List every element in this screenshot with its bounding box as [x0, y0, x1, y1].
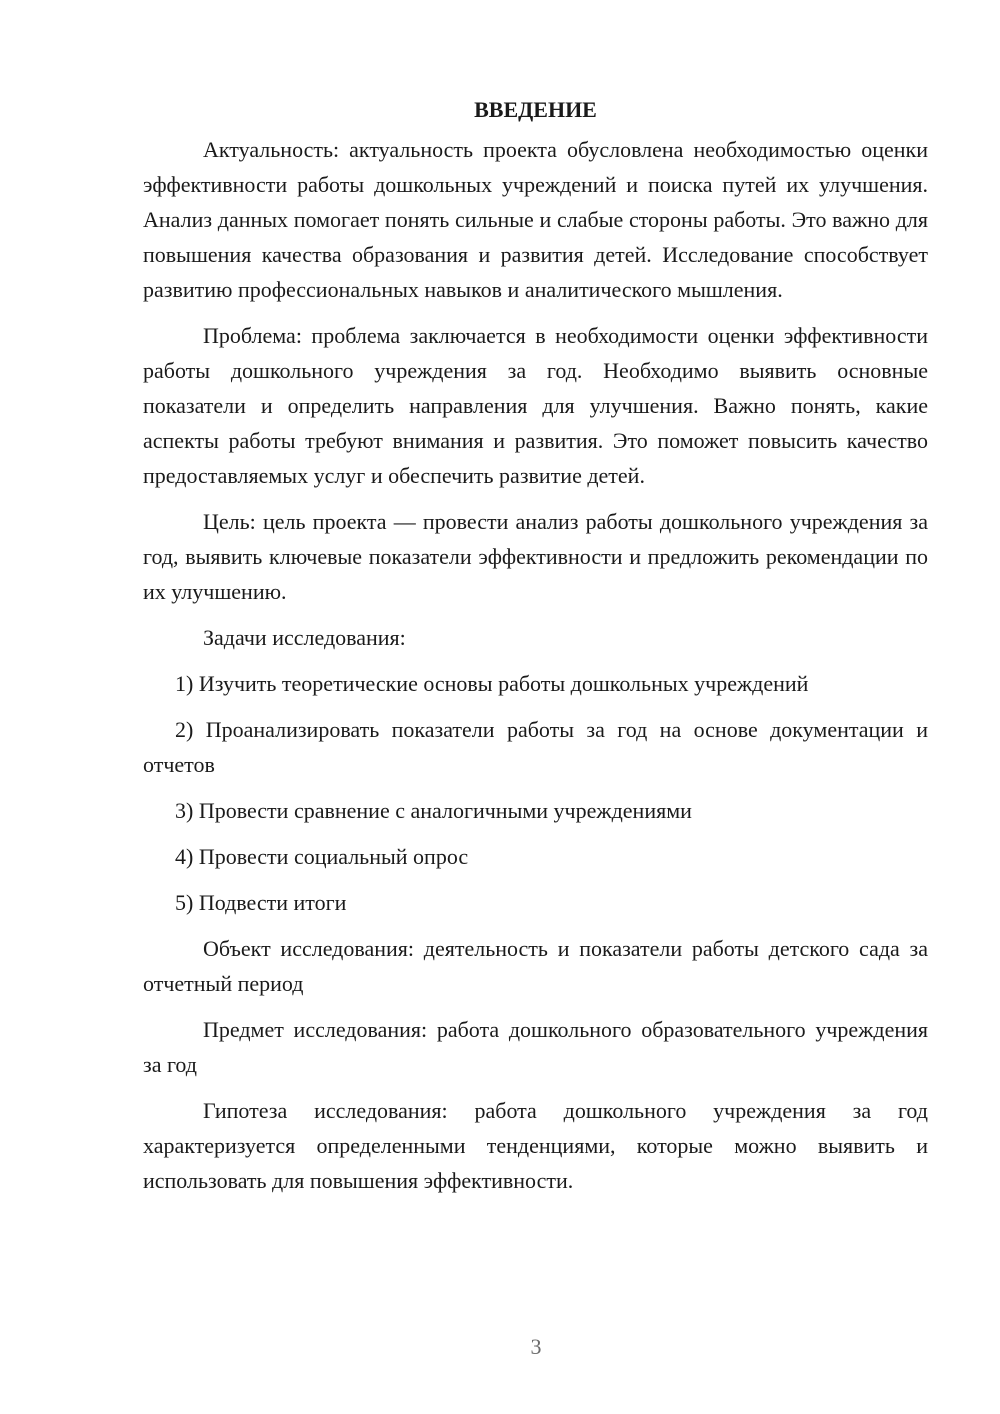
task-item-2: 2) Проанализировать показатели работы за год на основе документации и отчетов [143, 717, 928, 777]
tasks-heading: Задачи исследования: [203, 625, 406, 650]
task-item-1: 1) Изучить теоретические основы работы дошкольных учреждений [175, 671, 809, 696]
relevance-paragraph: Актуальность: актуальность проекта обусловлена необходимостью оценки эффективности работы дошкольных учреждений и поиска путей их улучшения. Анализ данных помогает понять сильные и слабые стороны работы. Это важно для повышения качества образования и развития детей. Исследование способствует развитию профессиональных навыков и аналитического мышления. [143, 137, 928, 302]
page-content [143, 92, 928, 1209]
goal-paragraph: Цель: цель проекта — провести анализ работы дошкольного учреждения за год, выявить ключевые показатели эффективности и предложить рекомендации по их улучшению. [143, 509, 928, 604]
task-item-3: 3) Провести сравнение с аналогичными учреждениями [175, 798, 692, 823]
task-item-4: 4) Провести социальный опрос [175, 844, 469, 869]
problem-paragraph: Проблема: проблема заключается в необходимости оценки эффективности работы дошкольного учреждения за год. Необходимо выявить основные показатели и определить направления для улучшения. Важно понять, какие аспекты работы требуют внимания и развития. Это поможет повысить качество предоставляемых услуг и обеспечить развитие детей. [143, 323, 928, 488]
hypothesis-paragraph: Гипотеза исследования: работа дошкольного учреждения за год характеризуется определенными тенденциями, которые можно выявить и использовать для повышения эффективности. [143, 1098, 928, 1193]
task-item-5: 5) Подвести итоги [175, 890, 347, 915]
object-paragraph: Объект исследования: деятельность и показатели работы детского сада за отчетный период [143, 936, 928, 996]
subject-paragraph: Предмет исследования: работа дошкольного образовательного учреждения за год [143, 1017, 928, 1077]
section-title: ВВЕДЕНИЕ [474, 97, 597, 122]
page-number: 3 [530, 1334, 542, 1359]
